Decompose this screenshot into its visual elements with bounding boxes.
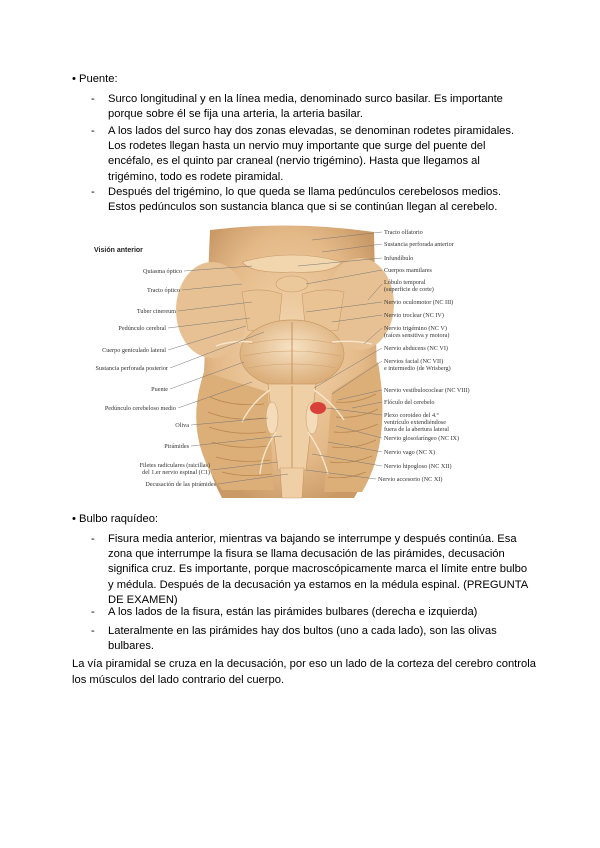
list-item-text: Fisura media anterior, mientras va bajando se interrumpe y después continúa. Esa zona que interrumpe la fisura se llama decusación de las pirámides, decusación significa cruz. Es importante, porque macroscópicamente marca el límite entre bulbo y médula. Después de la decusación ya estamos en la médula espinal. (PREGUNTA DE EXAMEN) xyxy=(108,533,528,606)
list-item xyxy=(91,605,531,620)
list-item-text: A los lados del surco hay dos zonas elevadas, se denominan rodetes piramidales. Los rodetes llegan hasta un nervio muy importante que surge del puente del encéfalo, es el quinto par craneal (nervio trigémino). Hasta que llegamos al trigémino, todo es rodete piramidal. xyxy=(108,125,515,183)
figure-label: Lóbulo temporal xyxy=(384,279,426,286)
figure-label: Nervio troclear (NC IV) xyxy=(384,312,444,319)
figure-label: Nervio glosofaríngeo (NC IX) xyxy=(384,435,460,442)
figure-label: Nervios facial (NC VII) xyxy=(384,358,444,365)
list-dash: - xyxy=(91,533,95,545)
figure-label: (superficie de corte) xyxy=(384,286,434,293)
list-dash: - xyxy=(91,93,95,105)
list-item-text: A los lados de la fisura, están las pirámides bulbares (derecha e izquierda) xyxy=(108,606,478,618)
list-item xyxy=(91,185,531,215)
section-heading-puente: • Puente: xyxy=(72,73,118,85)
list-dash: - xyxy=(91,186,95,198)
figure-label: Nervio vago (NC X) xyxy=(384,449,436,456)
figure-label: Tracto óptico xyxy=(147,287,180,294)
list-dash: - xyxy=(91,625,95,637)
list-item xyxy=(91,124,531,185)
figure-label: Nervio oculomotor (NC III) xyxy=(384,299,454,306)
closing-paragraph: La vía piramidal se cruza en la decusación, por eso un lado de la corteza del cerebro controla los músculos del lado contrario del cuerpo. xyxy=(72,658,536,686)
figure-label: Sustancia perforada anterior xyxy=(384,241,454,248)
figure-label: e intermedio (de Wrisberg) xyxy=(384,365,451,372)
figure-label: Nervio abducens (NC VI) xyxy=(384,345,448,352)
list-item-text: Lateralmente en las pirámides hay dos bultos (uno a cada lado), son las olivas bulbares. xyxy=(108,625,497,653)
figure-label: ventrículo extendiéndose xyxy=(384,419,447,426)
list-item-text: Después del trigémino, lo que queda se llama pedúnculos cerebelosos medios. Estos pedúnculos son sustancia blanca que si se continúan llegan al cerebelo. xyxy=(108,186,502,214)
figure-label: Cuerpo geniculado lateral xyxy=(102,347,166,354)
figure-label: Nervio hipogloso (NC XII) xyxy=(384,463,452,470)
section-heading-bulbo: • Bulbo raquídeo: xyxy=(72,513,159,525)
figure-label: Nervio vestibulococlear (NC VIII) xyxy=(384,387,470,394)
figure-label: Nervio trigémino (NC V) xyxy=(384,325,447,332)
figure-label: fuera de la abertura lateral xyxy=(384,426,449,433)
list-dash: - xyxy=(91,606,95,618)
figure-title: Visión anterior xyxy=(94,247,143,254)
figure-label: (raíces sensitiva y motora) xyxy=(384,332,450,339)
list-item xyxy=(91,624,531,654)
list-item-text: Surco longitudinal y en la línea media, denominado surco basilar. Es importante porque sobre él se fija una arteria, la arteria basilar. xyxy=(108,93,503,121)
figure-label: Sustancia perforada posterior xyxy=(95,365,168,372)
figure-label: Nervio accesorio (NC XI) xyxy=(378,476,443,483)
figure-label: Decusación de las pirámides xyxy=(145,481,216,488)
brainstem-anterior-view-figure xyxy=(92,222,502,500)
figure-label: Pedúnculo cerebeloso medio xyxy=(104,405,176,412)
figure-label: Plexo coroideo del 4.º xyxy=(384,412,439,419)
figure-label: Tracto olfatorio xyxy=(384,229,423,236)
list-item xyxy=(91,92,531,122)
figure-label: del 1.er nervio espinal (C1) xyxy=(142,469,210,476)
figure-label: Pirámides xyxy=(164,443,189,450)
figure-label: Tuber cinereum xyxy=(136,308,176,315)
mammillary-bodies xyxy=(276,276,308,292)
spinal-cord xyxy=(280,468,304,498)
choroid-plexus-highlight xyxy=(310,402,326,414)
figure-label: Cuerpos mamilares xyxy=(384,267,432,274)
figure-label: Puente xyxy=(151,386,168,393)
figure-label: Oliva xyxy=(175,422,189,429)
figure-label: Filetes radiculares (raicillas) xyxy=(139,462,210,469)
figure-label: Infundíbulo xyxy=(384,255,414,262)
figure-label: Pedúnculo cerebral xyxy=(118,325,166,332)
list-item xyxy=(91,532,531,608)
figure-label: Flóculo del cerebelo xyxy=(384,399,435,406)
list-dash: - xyxy=(91,125,95,137)
figure-label: Quiasma óptico xyxy=(142,268,182,275)
